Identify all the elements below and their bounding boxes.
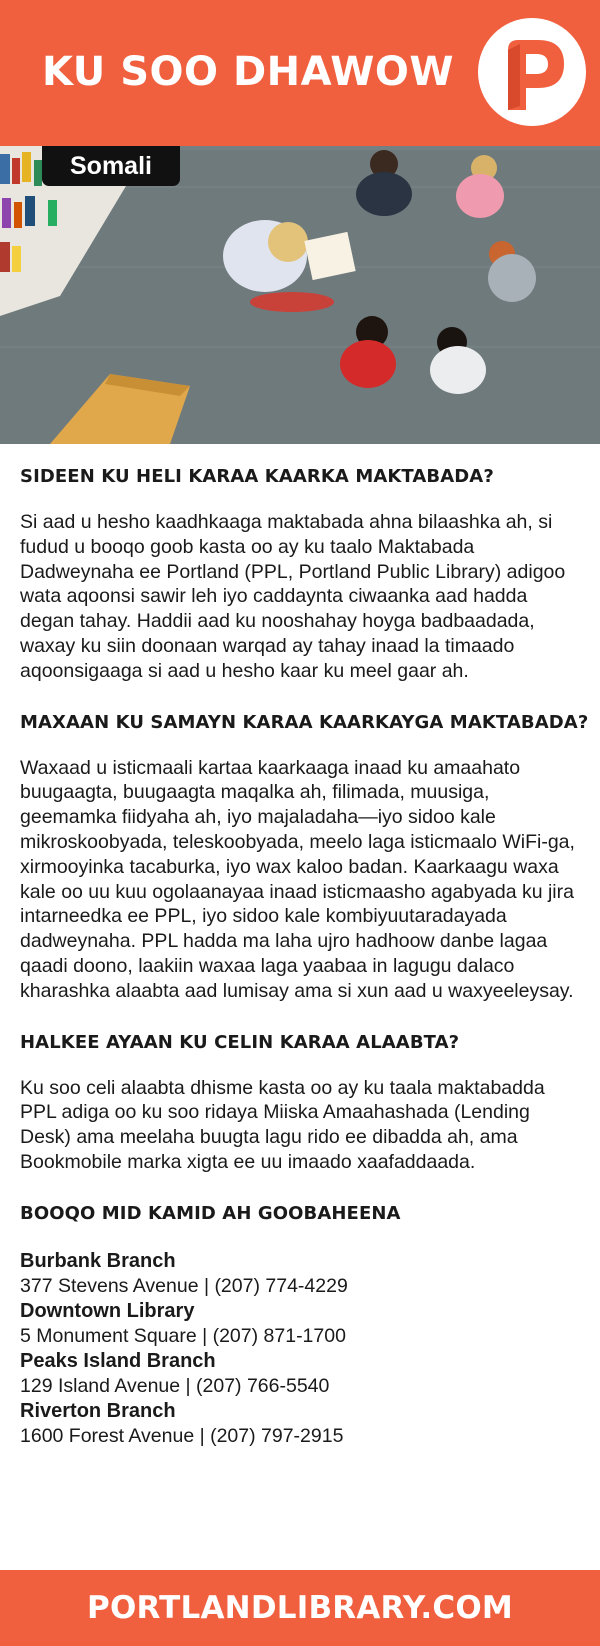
- section-heading: SIDEEN KU HELI KARAA KAARKA MAKTABADA?: [20, 466, 494, 487]
- section-get-card: [20, 464, 584, 684]
- children-reading-photo: [0, 146, 600, 444]
- page-title: KU SOO DHAWOW: [42, 49, 455, 95]
- branch-address: 377 Stevens Avenue | (207) 774-4229: [20, 1274, 348, 1297]
- section-use-card: [20, 710, 589, 1004]
- branches-heading: BOOQO MID KAMID AH GOOBAHEENA: [20, 1202, 401, 1224]
- section-body: Si aad u hesho kaadhkaaga maktabada ahna bilaashka ah, si fudud u booqo goob kasta oo ay ku taalo Maktabada Dadweynaha ee Portland (PPL, Portland Public Library) adigoo wata aqoonsi sawir leh iyo caddaynta ciwaanka aad hadda degan tahay. Haddii aad ku nooshahay hoyga badbaadada, waxay ku siin doonaan warqad ay tahay inaad la timaado aqoonsigaaga si aad u hesho kaar ku meel gaar ah.: [20, 511, 566, 682]
- branch-item: [20, 1349, 584, 1399]
- branch-address: 129 Island Avenue | (207) 766-5540: [20, 1374, 330, 1397]
- section-heading: HALKEE AYAAN KU CELIN KARAA ALAABTA?: [20, 1031, 460, 1053]
- branch-name: Downtown Library: [20, 1299, 195, 1322]
- branch-name: Riverton Branch: [20, 1399, 176, 1422]
- branch-address: 5 Monument Square | (207) 871-1700: [20, 1324, 346, 1347]
- branch-name: Peaks Island Branch: [20, 1349, 216, 1372]
- branch-item: [20, 1399, 584, 1449]
- branch-name: Burbank Branch: [20, 1249, 176, 1272]
- branch-item: [20, 1299, 584, 1349]
- header-banner: [0, 0, 600, 146]
- website-link[interactable]: PORTLANDLIBRARY.COM: [87, 1590, 513, 1626]
- branch-list: [20, 1249, 584, 1449]
- section-heading: MAXAAN KU SAMAYN KARAA KAARKAYGA MAKTABADA?: [20, 711, 589, 733]
- section-return-items: [20, 1030, 584, 1175]
- section-branches: [20, 1201, 584, 1449]
- branch-item: [20, 1249, 584, 1299]
- section-body: Waxaad u isticmaali kartaa kaarkaaga inaad ku amaahato buugaagta, buugaagta maqalka ah, filimada, muusiga, geemamka fiidyaha ah, iyo majaladaha—iyo sidoo kale mikroskoobyada, teleskoobyada, meelo laga isticmaalo WiFi-ga, xirmooyinka tacaburka, iyo wax kaloo badan. Kaarkaagu waxa kale oo uu kuu ogolaanayaa inaad isticmaasho agabyada ku jira intarneedka ee PPL, iyo sidoo kale kombiyuutaradayada dadweynaha. PPL hadda ma laha ujro hadhoow danbe lagaa qaadi doono, laakiin waxaa laga yaabaa in lagugu dalaco kharashka alaabta aad lumisay ama si xun aad u waxyeeleysay.: [20, 756, 575, 1002]
- language-badge: Somali: [42, 146, 180, 186]
- main-content: [20, 464, 589, 1475]
- branch-address: 1600 Forest Avenue | (207) 797-2915: [20, 1424, 344, 1447]
- footer-banner: [0, 1570, 600, 1646]
- portland-library-logo-icon: [474, 14, 590, 130]
- hero-photo: [0, 146, 600, 444]
- section-body: Ku soo celi alaabta dhisme kasta oo ay ku taala maktabadda PPL adiga oo ku soo ridaya Miiska Amaahashada (Lending Desk) ama meelaha buugta lagu rido ee dibadda ah, ama Bookmobile marka xigta ee uu imaado xaafaddaada.: [20, 1076, 545, 1173]
